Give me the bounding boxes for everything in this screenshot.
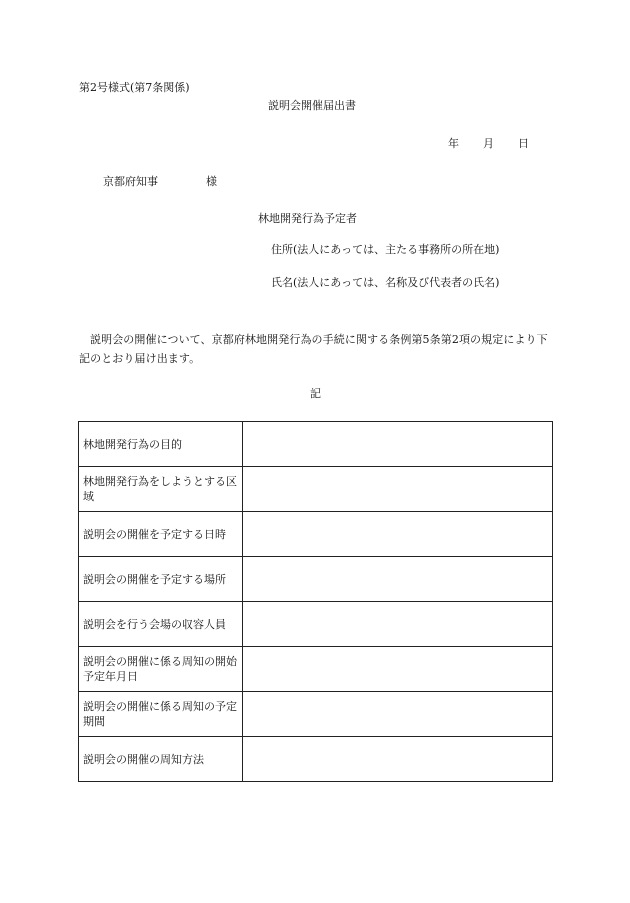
- form-number: 第2号様式(第7条関係): [79, 81, 190, 94]
- row-value-cell[interactable]: [243, 467, 553, 512]
- table-row: [79, 692, 553, 737]
- row-value-cell[interactable]: [243, 602, 553, 647]
- row-label: 説明会の開催に係る周知の予定期間: [79, 692, 243, 737]
- addressee-honorific: 様: [206, 175, 217, 188]
- row-value-cell[interactable]: [243, 692, 553, 737]
- row-label: 説明会の開催の周知方法: [79, 737, 243, 782]
- row-label: 説明会の開催に係る周知の開始予定年月日: [79, 647, 243, 692]
- table-row: [79, 557, 553, 602]
- table-row: [79, 467, 553, 512]
- name-label: 氏名(法人にあっては、名称及び代表者の氏名): [271, 276, 500, 289]
- row-label: 林地開発行為をしようとする区域: [79, 467, 243, 512]
- row-value-cell[interactable]: [243, 557, 553, 602]
- row-value-cell[interactable]: [243, 647, 553, 692]
- addressee: [103, 175, 217, 189]
- table-row: [79, 737, 553, 782]
- table-row: [79, 512, 553, 557]
- row-label: 林地開発行為の目的: [79, 422, 243, 467]
- row-value-cell[interactable]: [243, 737, 553, 782]
- addressee-name: 京都府知事: [103, 175, 158, 188]
- row-label: 説明会の開催を予定する場所: [79, 557, 243, 602]
- date-month-label: 月: [483, 137, 494, 150]
- table-row: [79, 602, 553, 647]
- form-table: [78, 421, 553, 782]
- applicant-heading: 林地開発行為予定者: [258, 212, 357, 225]
- row-value-cell[interactable]: [243, 512, 553, 557]
- date-year-label: 年: [448, 137, 459, 150]
- table-row: [79, 647, 553, 692]
- table-row: [79, 422, 553, 467]
- date-line: [448, 137, 529, 151]
- row-label: 説明会を行う会場の収容人員: [79, 602, 243, 647]
- row-label: 説明会の開催を予定する日時: [79, 512, 243, 557]
- document-title: 説明会開催届出書: [268, 99, 356, 112]
- ki-heading: 記: [310, 387, 321, 400]
- address-label: 住所(法人にあっては、主たる事務所の所在地): [271, 243, 500, 256]
- row-value-cell[interactable]: [243, 422, 553, 467]
- date-day-label: 日: [518, 137, 529, 150]
- body-text: 説明会の開催について、京都府林地開発行為の手続に関する条例第5条第2項の規定により下記のとおり届け出ます。: [79, 333, 548, 365]
